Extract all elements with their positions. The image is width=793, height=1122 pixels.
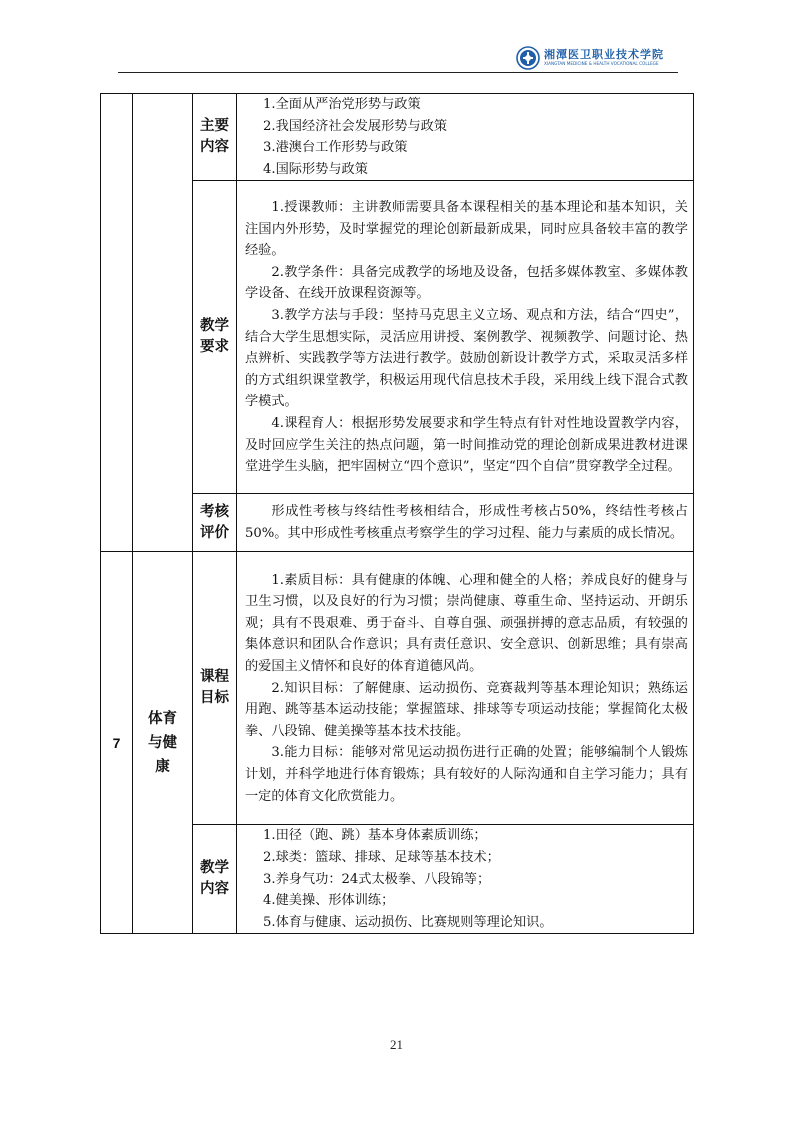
assessment-text [237, 494, 694, 552]
paragraph: 3.教学方法与手段：坚持马克思主义立场、观点和方法，结合“四史”，结合大学生思想实际，灵活应用讲授、案例教学、视频教学、问题讨论、热点辨析、实践教学等方法进行教学。鼓励创新设计教学方式，采取灵活多样的方式组织课堂教学，积极运用现代信息技术手段，采用线上线下混合式教学模式。 [245, 307, 688, 410]
list-item: 5.体育与健康、运动损伤、比赛规则等理论知识。 [263, 914, 553, 930]
paragraph: 3.能力目标：能够对常见运动损伤进行正确的处置；能够编制个人锻炼计划，并科学地进行体育锻炼；具有较好的人际沟通和自主学习能力；具有一定的体育文化欣赏能力。 [245, 745, 688, 804]
course-name-cell [133, 552, 193, 934]
paragraph: 2.教学条件：具备完成教学的场地及设备，包括多媒体教室、多媒体教学设备、在线开放课程资源等。 [245, 264, 688, 302]
header-divider [118, 72, 678, 73]
college-logo [516, 44, 678, 72]
row-label-assessment: 考核评价 [193, 494, 237, 552]
paragraph: 4.课程育人：根据形势发展要求和学生特点有针对性地设置教学内容，及时回应学生关注的热点问题，第一时间推动党的理论创新成果进教材进课堂进学生头脑，把牢固树立“四个意识”，坚定“四个自信”贯穿教学全过程。 [245, 415, 688, 475]
logo-chinese-name: 湘潭医卫职业技术学院 [544, 48, 664, 62]
row-label-teaching-requirements: 教学要求 [193, 181, 237, 494]
main-content-text [237, 94, 694, 181]
list-item: 2.我国经济社会发展形势与政策 [263, 118, 448, 134]
list-item: 4.健美操、形体训练； [263, 893, 395, 909]
course-objectives-text [237, 552, 694, 825]
table-row [101, 552, 694, 825]
row-label-teaching-content: 教学内容 [193, 825, 237, 934]
paragraph: 形成性考核与终结性考核相结合，形成性考核占50%，终结性考核占50%。其中形成性考核重点考察学生的学习过程、能力与素质的成长情况。 [245, 504, 688, 541]
paragraph: 2.知识目标：了解健康、运动损伤、竞赛裁判等基本理论知识；熟练运用跑、跳等基本运动技能；掌握篮球、排球等专项运动技能；掌握简化太极拳、八段锦、健美操等基本技术技能。 [245, 680, 688, 739]
list-item: 1.田径（跑、跳）基本身体素质训练； [263, 828, 487, 844]
course-number-cell [101, 94, 133, 552]
college-emblem-icon [516, 46, 540, 70]
list-item: 3.养身气功：24式太极拳、八段锦等； [263, 871, 491, 887]
page-header [118, 44, 678, 72]
course-name-cell [133, 94, 193, 552]
paragraph: 1.授课教师：主讲教师需要具备本课程相关的基本理论和基本知识，关注国内外形势，及时掌握党的理论创新最新成果，同时应具备较丰富的教学经验。 [245, 200, 688, 259]
teaching-requirements-text [237, 181, 694, 494]
logo-english-name: XIANGTAN MEDICINE & HEALTH VOCATIONAL COLLEGE [544, 61, 659, 67]
list-item: 1.全面从严治党形势与政策 [263, 97, 421, 112]
row-label-course-objectives: 课程目标 [193, 552, 237, 825]
row-label-main-content: 主要内容 [193, 94, 237, 181]
page-number: 21 [390, 1037, 403, 1052]
curriculum-table [100, 93, 694, 934]
course-name: 体育与健康 [148, 710, 177, 775]
table-row [101, 94, 694, 181]
list-item: 2.球类：篮球、排球、足球等基本技术； [263, 849, 500, 865]
course-number-cell: 7 [101, 552, 133, 934]
list-item: 3.港澳台工作形势与政策 [263, 140, 408, 156]
paragraph: 1.素质目标：具有健康的体魄、心理和健全的人格；养成良好的健身与卫生习惯，以及良好的行为习惯；崇尚健康、尊重生命、坚持运动、开朗乐观；具有不畏艰难、勇于奋斗、自尊自强、顽强拼搏的意志品质，有较强的集体意识和团队合作意识；具有责任意识、安全意识、创新思维；具有崇高的爱国主义情怀和良好的体育道德风尚。 [245, 572, 688, 674]
list-item: 4.国际形势与政策 [263, 161, 368, 177]
teaching-content-text [237, 825, 694, 934]
